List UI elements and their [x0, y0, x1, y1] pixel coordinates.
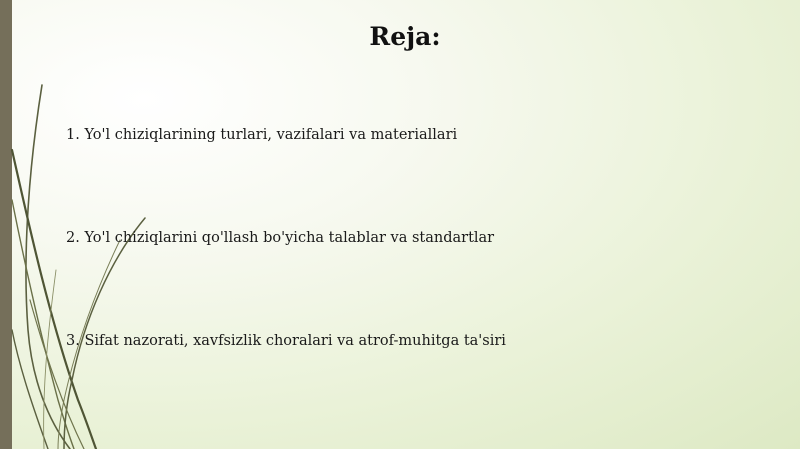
slide-title: Reja: — [369, 22, 441, 51]
left-accent-band — [0, 0, 12, 449]
plan-item-2: 2. Yo'l chiziqlarini qo'llash bo'yicha talablar va standartlar — [66, 230, 495, 246]
plan-item-3: 3. Sifat nazorati, xavfsizlik choralari va atrof-muhitga ta'siri — [66, 333, 506, 349]
plan-item-1: 1. Yo'l chiziqlarining turlari, vazifalari va materiallari — [66, 127, 458, 143]
